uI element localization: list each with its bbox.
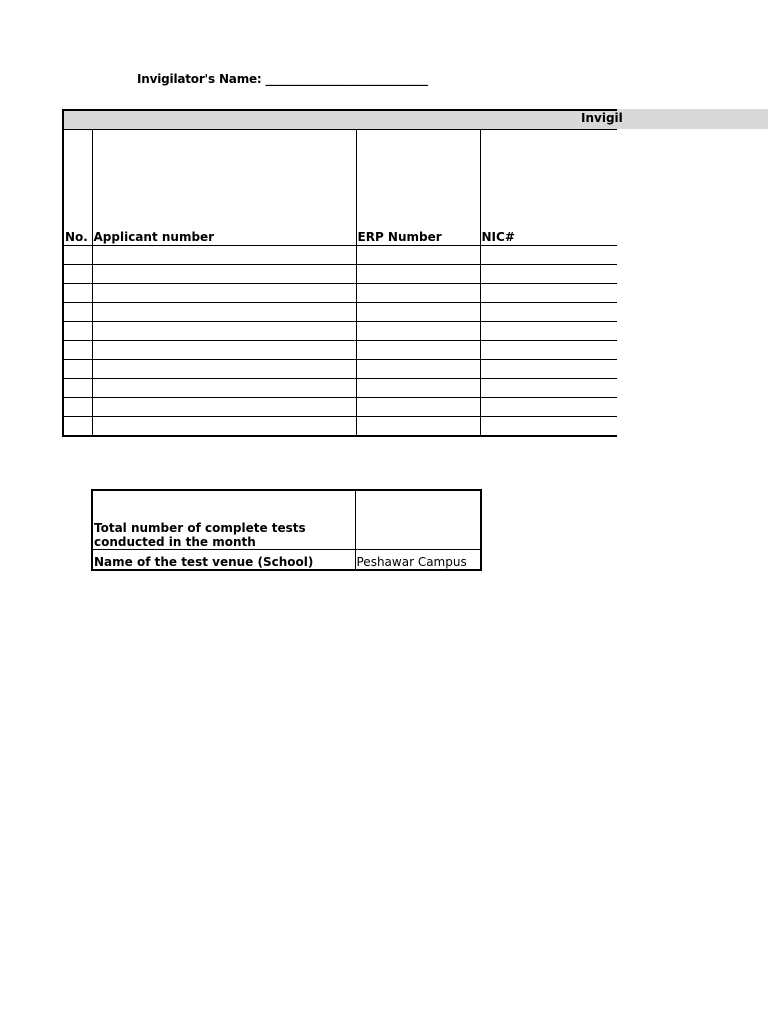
table-cell[interactable] [356, 398, 480, 417]
table-row [63, 398, 617, 417]
table-cell[interactable] [92, 265, 356, 284]
table-cell[interactable] [92, 322, 356, 341]
table-cell[interactable] [356, 360, 480, 379]
table-cell[interactable] [63, 303, 92, 322]
table-cell[interactable] [480, 417, 617, 437]
table-cell[interactable] [63, 398, 92, 417]
table-cell[interactable] [480, 284, 617, 303]
table-row [63, 379, 617, 398]
test-venue-value[interactable]: Peshawar Campus [355, 550, 481, 571]
table-cell[interactable] [480, 322, 617, 341]
col-header-nic: NIC# [480, 130, 617, 246]
table-cell[interactable] [92, 417, 356, 437]
table-top-row [63, 110, 617, 130]
table-cell[interactable] [356, 341, 480, 360]
table-row [63, 303, 617, 322]
table-header-row [63, 130, 617, 246]
banner-title: Invigil [581, 111, 623, 125]
table-row [63, 417, 617, 437]
table-row [63, 360, 617, 379]
table-cell[interactable] [356, 379, 480, 398]
table-cell[interactable] [480, 398, 617, 417]
total-tests-label: Total number of complete tests conducted in the month [92, 490, 355, 550]
table-cell[interactable] [63, 246, 92, 265]
table-cell[interactable] [480, 341, 617, 360]
table-cell[interactable] [92, 398, 356, 417]
table-cell[interactable] [63, 284, 92, 303]
table-cell[interactable] [63, 265, 92, 284]
summary-row-tests [92, 490, 481, 550]
summary-row-venue [92, 550, 481, 571]
table-cell[interactable] [63, 379, 92, 398]
table-cell[interactable] [63, 417, 92, 437]
table-cell[interactable] [63, 341, 92, 360]
table-cell[interactable] [480, 360, 617, 379]
table-cell[interactable] [92, 284, 356, 303]
table-row [63, 246, 617, 265]
table-cell[interactable] [480, 246, 617, 265]
col-header-no: No. [63, 130, 92, 246]
table-cell[interactable] [92, 360, 356, 379]
table-cell[interactable] [92, 303, 356, 322]
table-cell[interactable] [92, 341, 356, 360]
table-row [63, 284, 617, 303]
table-cell[interactable] [92, 246, 356, 265]
table-row [63, 322, 617, 341]
table-cell[interactable] [356, 322, 480, 341]
total-tests-value[interactable] [355, 490, 481, 550]
invigilator-name-label: Invigilator's Name: ____________________________ [137, 72, 428, 86]
table-cell[interactable] [356, 284, 480, 303]
table-row [63, 265, 617, 284]
table-cell[interactable] [480, 303, 617, 322]
table-cell[interactable] [63, 360, 92, 379]
table-cell[interactable] [356, 417, 480, 437]
summary-table [91, 489, 482, 571]
table-cell[interactable] [63, 322, 92, 341]
table-cell[interactable] [92, 379, 356, 398]
col-header-erp-number: ERP Number [356, 130, 480, 246]
table-cell[interactable] [480, 265, 617, 284]
applicant-log-table [62, 109, 623, 437]
table-cell[interactable] [480, 379, 617, 398]
table-row [63, 341, 617, 360]
table-cell[interactable] [356, 303, 480, 322]
table-cell[interactable] [356, 265, 480, 284]
table-cell[interactable] [356, 246, 480, 265]
table-body [63, 246, 617, 437]
col-header-applicant-number: Applicant number [92, 130, 356, 246]
banner-cell [63, 110, 623, 130]
test-venue-label: Name of the test venue (School) [92, 550, 355, 571]
